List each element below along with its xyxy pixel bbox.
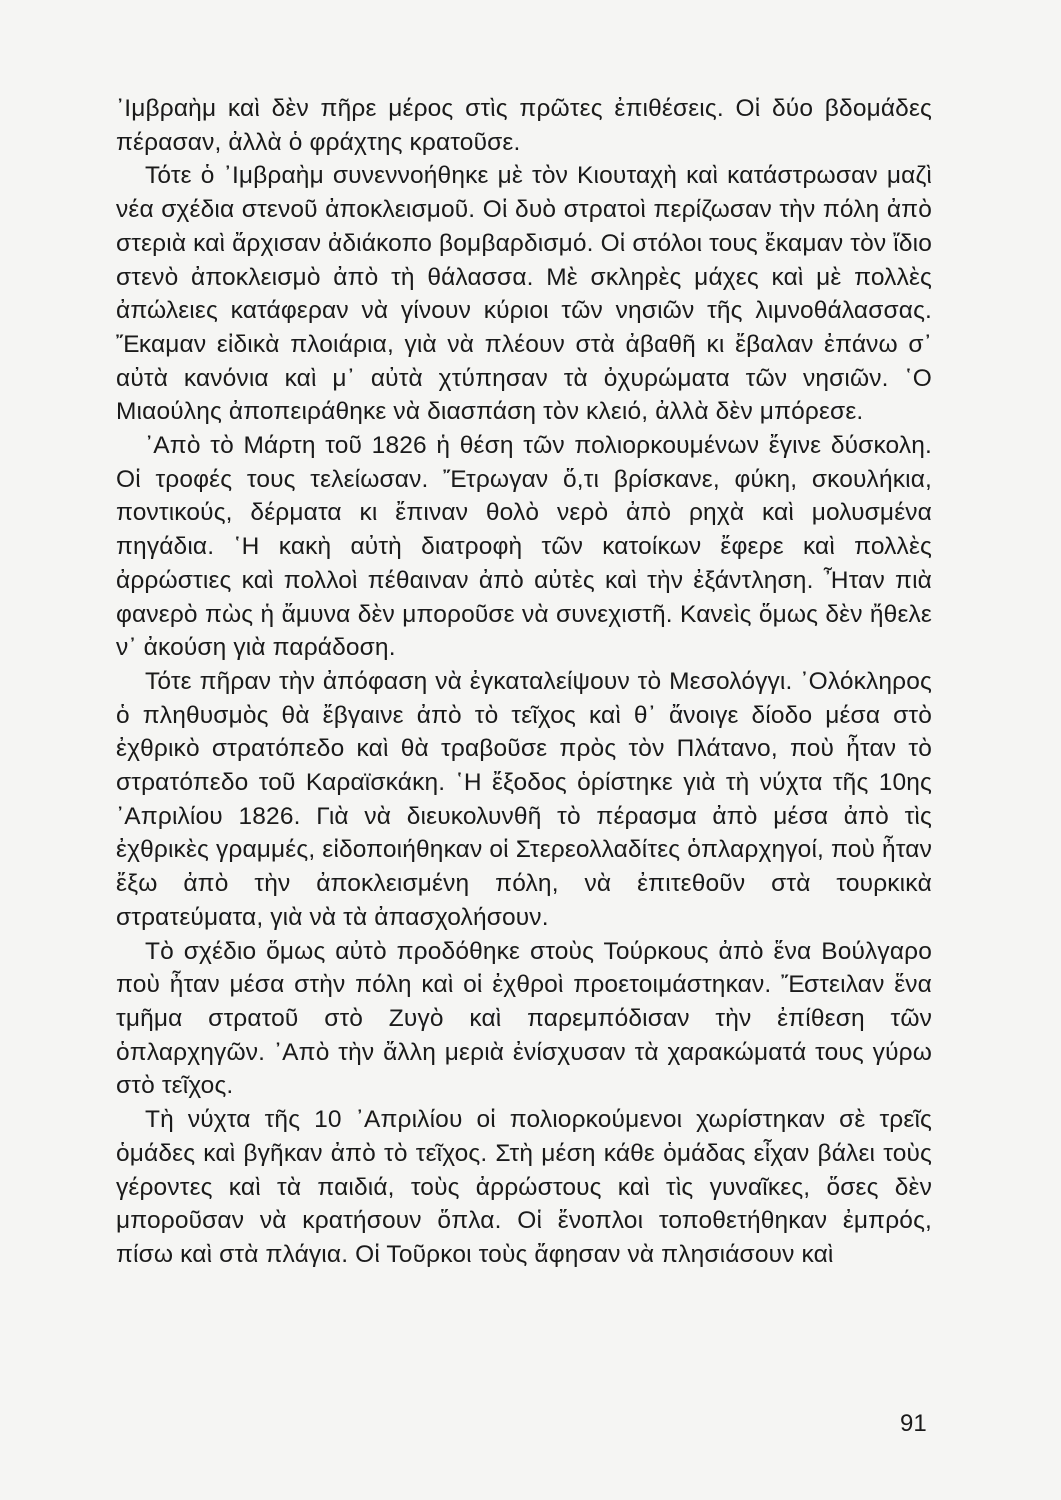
page-number: 91 xyxy=(900,1410,927,1437)
paragraph-1: ᾿Ιμβραὴμ καὶ δὲν πῆρε μέρος στὶς πρῶτες ἐπιθέσεις. Οἱ δύο βδομάδες πέρασαν, ἀλλὰ ὁ φράχτης κρατοῦσε. xyxy=(116,95,932,156)
body-text xyxy=(116,92,932,1272)
paragraph-5: Τὸ σχέδιο ὅμως αὐτὸ προδόθηκε στοὺς Τούρκους ἀπὸ ἕνα Βούλγαρο ποὺ ἦταν μέσα στὴν πόλη καὶ οἱ ἐχθροὶ προετοιμάστηκαν. Ἔστειλαν ἕνα τμῆμα στρατοῦ στὸ Ζυγὸ καὶ παρεμπόδισαν τὴν ἐπίθεση τῶν ὁπλαρχηγῶν. ᾿Απὸ τὴν ἄλλη μεριὰ ἐνίσχυσαν τὰ χαρακώματά τους γύρω στὸ τεῖχος. xyxy=(116,937,932,1100)
paragraph-2: Τότε ὁ ᾿Ιμβραὴμ συνεννοήθηκε μὲ τὸν Κιουταχὴ καὶ κατάστρωσαν μαζὶ νέα σχέδια στενοῦ ἀποκλεισμοῦ. Οἱ δυὸ στρατοὶ περίζωσαν τὴν πόλη ἀπὸ στεριὰ καὶ ἄρχισαν ἀδιάκοπο βομβαρδισμό. Οἱ στόλοι τους ἔκαμαν τὸν ἴδιο στενὸ ἀποκλεισμὸ ἀπὸ τὴ θάλασσα. Μὲ σκληρὲς μάχες καὶ μὲ πολλὲς ἀπώλειες κατάφεραν νὰ γίνουν κύριοι τῶν νησιῶν τῆς λιμνοθάλασσας. Ἔκαμαν εἰδικὰ πλοιάρια, γιὰ νὰ πλέουν στὰ ἀβαθῆ κι ἔβαλαν ἐπάνω σ᾿ αὐτὰ κανόνια καὶ μ᾿ αὐτὰ χτύπησαν τὰ ὀχυρώματα τῶν νησιῶν. ῾Ο Μιαούλης ἀποπειράθηκε νὰ διασπάση τὸν κλειό, ἀλλὰ δὲν μπόρεσε. xyxy=(116,162,932,426)
paragraph-4: Τότε πῆραν τὴν ἀπόφαση νὰ ἐγκαταλείψουν τὸ Μεσολόγγι. ᾿Ολόκληρος ὁ πληθυσμὸς θὰ ἔβγαινε ἀπὸ τὸ τεῖχος καὶ θ᾿ ἄνοιγε δίοδο μέσα στὸ ἐχθρικὸ στρατόπεδο καὶ θὰ τραβοῦσε πρὸς τὸν Πλάτανο, ποὺ ἦταν τὸ στρατόπεδο τοῦ Καραϊσκάκη. ῾Η ἔξοδος ὁρίστηκε γιὰ τὴ νύχτα τῆς 10ης ᾿Απριλίου 1826. Γιὰ νὰ διευκολυνθῆ τὸ πέρασμα ἀπὸ μέσα ἀπὸ τὶς ἐχθρικὲς γραμμές, εἰδοποιήθηκαν οἱ Στερεολλαδίτες ὁπλαρχηγοί, ποὺ ἦταν ἔξω ἀπὸ τὴν ἀποκλεισμένη πόλη, νὰ ἐπιτεθοῦν στὰ τουρκικὰ στρατεύματα, γιὰ νὰ τὰ ἀπασχολήσουν. xyxy=(116,667,932,931)
paragraph-3: ᾿Απὸ τὸ Μάρτη τοῦ 1826 ἡ θέση τῶν πολιορκουμένων ἔγινε δύσκολη. Οἱ τροφές τους τελείωσαν. Ἔτρωγαν ὅ,τι βρίσκανε, φύκη, σκουλήκια, ποντικούς, δέρματα κι ἔπιναν θολὸ νερὸ ἀπὸ ρηχὰ καὶ μολυσμένα πηγάδια. ῾Η κακὴ αὐτὴ διατροφὴ τῶν κατοίκων ἔφερε καὶ πολλὲς ἀρρώστιες καὶ πολλοὶ πέθαιναν ἀπὸ αὐτὲς καὶ τὴν ἐξάντληση. Ἦταν πιὰ φανερὸ πὼς ἡ ἄμυνα δὲν μποροῦσε νὰ συνεχιστῆ. Κανεὶς ὅμως δὲν ἤθελε ν᾿ ἀκούση γιὰ παράδοση. xyxy=(116,432,932,662)
paragraph-6: Τὴ νύχτα τῆς 10 ᾿Απριλίου οἱ πολιορκούμενοι χωρίστηκαν σὲ τρεῖς ὁμάδες καὶ βγῆκαν ἀπὸ τὸ τεῖχος. Στὴ μέση κάθε ὁμάδας εἶχαν βάλει τοὺς γέροντες καὶ τὰ παιδιά, τοὺς ἀρρώστους καὶ τὶς γυναῖκες, ὅσες δὲν μποροῦσαν νὰ κρατήσουν ὅπλα. Οἱ ἔνοπλοι τοποθετήθηκαν ἐμπρός, πίσω καὶ στὰ πλάγια. Οἱ Τοῦρκοι τοὺς ἄφησαν νὰ πλησιάσουν καὶ xyxy=(116,1106,932,1268)
